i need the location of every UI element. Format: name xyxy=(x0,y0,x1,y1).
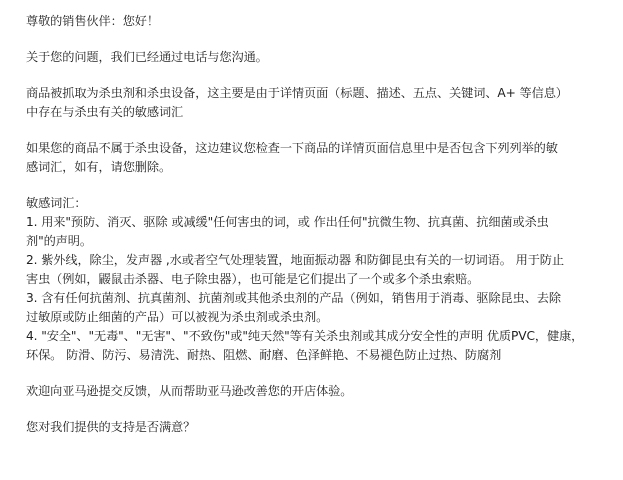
message-body xyxy=(26,12,616,454)
advice-line: 如果您的商品不属于杀虫设备，这边建议您检查一下商品的详情页面信息里中是否包含下列列举的敏 xyxy=(26,141,558,155)
list-item xyxy=(26,289,616,327)
greeting-text: 尊敬的销售伙伴：您好！ xyxy=(26,14,159,28)
term-line: 过敏原或防止细菌的产品）可以被视为杀虫剂或杀虫剂。 xyxy=(26,310,329,324)
advice-paragraph xyxy=(26,139,616,177)
sensitive-terms-section xyxy=(26,194,616,365)
terms-heading: 敏感词汇： xyxy=(26,196,87,210)
greeting-line xyxy=(26,12,616,31)
satisfaction-paragraph xyxy=(26,418,616,437)
term-line: 1. 用来"预防、消灭、驱除 或减缓"任何害虫的词，或 作出任何"抗微生物、抗真菌、抗细菌或杀虫 xyxy=(26,215,549,229)
list-item xyxy=(26,213,616,251)
list-item xyxy=(26,251,616,289)
intro-text: 关于您的问题，我们已经通过电话与您沟通。 xyxy=(26,50,268,64)
term-line: 3. 含有任何抗菌剂、抗真菌剂、抗菌剂或其他杀虫剂的产品（例如，销售用于消毒、驱除昆虫、去除 xyxy=(26,291,561,305)
reason-line: 中存在与杀虫有关的敏感词汇 xyxy=(26,105,184,119)
term-line: 4. "安全"、"无毒"、"无害"、"不致伤"或"纯天然"等有关杀虫剂或其成分安全性的声明 优质PVC，健康， xyxy=(26,329,584,343)
intro-paragraph xyxy=(26,48,616,67)
term-line: 环保。 防滑、防污、易清洗、耐热、阻燃、耐磨、色泽鲜艳、不易褪色防止过热、防腐剂 xyxy=(26,348,502,362)
terms-list xyxy=(26,213,616,365)
reason-paragraph xyxy=(26,84,616,122)
feedback-text: 欢迎向亚马逊提交反馈，从而帮助亚马逊改善您的开店体验。 xyxy=(26,384,353,398)
satisfaction-question: 您对我们提供的支持是否满意？ xyxy=(26,420,196,434)
feedback-paragraph xyxy=(26,382,616,401)
term-line: 害虫（例如，鼹鼠击杀器、电子除虫器），也可能是它们提出了一个或多个杀虫索赔。 xyxy=(26,272,480,286)
list-item xyxy=(26,327,616,365)
term-line: 2. 紫外线，除尘，发声器 ,水或者空气处理装置，地面振动器 和防御昆虫有关的一切词语。 用于防止 xyxy=(26,253,564,267)
advice-line: 感词汇，如有，请您删除。 xyxy=(26,160,172,174)
term-line: 剂"的声明。 xyxy=(26,234,92,248)
reason-line: 商品被抓取为杀虫剂和杀虫设备，这主要是由于详情页面（标题、描述、五点、关键词、A+ 等信息） xyxy=(26,86,568,100)
